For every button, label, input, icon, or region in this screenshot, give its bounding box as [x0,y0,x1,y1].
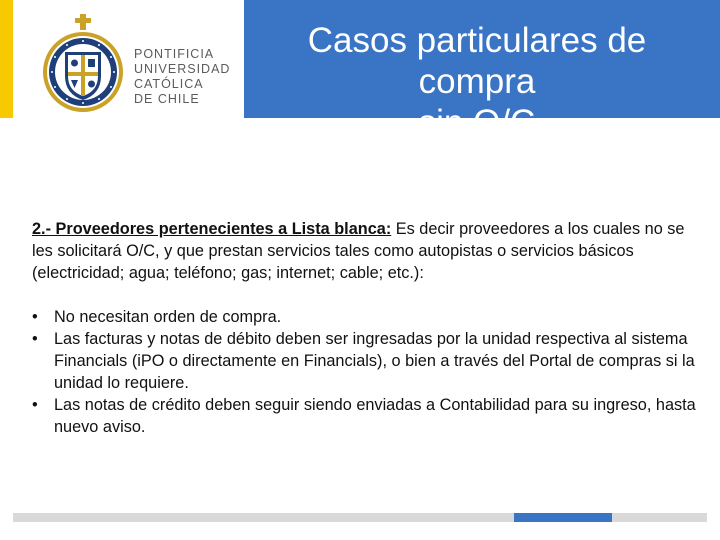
university-logo [13,0,244,118]
bullet-icon: • [32,396,38,414]
title-line-1: Casos particulares de [307,21,647,60]
bullet-icon: • [32,308,38,326]
slide-title [244,20,710,143]
university-seal-icon [39,14,127,124]
brand-yellow-bar [0,0,13,118]
slide-body [32,218,704,438]
logo-line-2: UNIVERSIDAD [134,62,231,76]
intro-label: 2.- Proveedores pertenecientes a Lista blanca: [32,220,392,238]
title-line-2: compra [418,62,536,101]
logo-line-4: DE CHILE [134,92,200,106]
logo-line-3: CATÓLICA [134,77,204,91]
bullet-text: Las notas de crédito deben seguir siendo enviadas a Contabilidad para su ingreso, hasta nuevo aviso. [54,396,696,436]
intro-paragraph [32,218,704,284]
intro-text: Es decir proveedores a los cuales no se les solicitará O/C, y que prestan servicios tales como autopistas o servicios básicos (electricidad; agua; teléfono; gas; internet; cable; etc.): [32,220,685,282]
bullet-icon: • [32,330,38,348]
title-panel [244,0,720,142]
list-item [32,328,704,394]
bullet-list [32,306,704,438]
footer-accent [514,513,612,522]
list-item [32,394,704,438]
bullet-text: Las facturas y notas de débito deben ser ingresadas por la unidad respectiva al sistema Financials (iPO o directamente en Financials), o bien a través del Portal de compras si la unidad lo requiere. [54,330,695,392]
university-name [134,47,230,107]
title-line-3: sin O/C [418,103,536,142]
logo-line-1: PONTIFICIA [134,47,215,61]
list-item [32,306,704,328]
bullet-text: No necesitan orden de compra. [54,308,282,326]
